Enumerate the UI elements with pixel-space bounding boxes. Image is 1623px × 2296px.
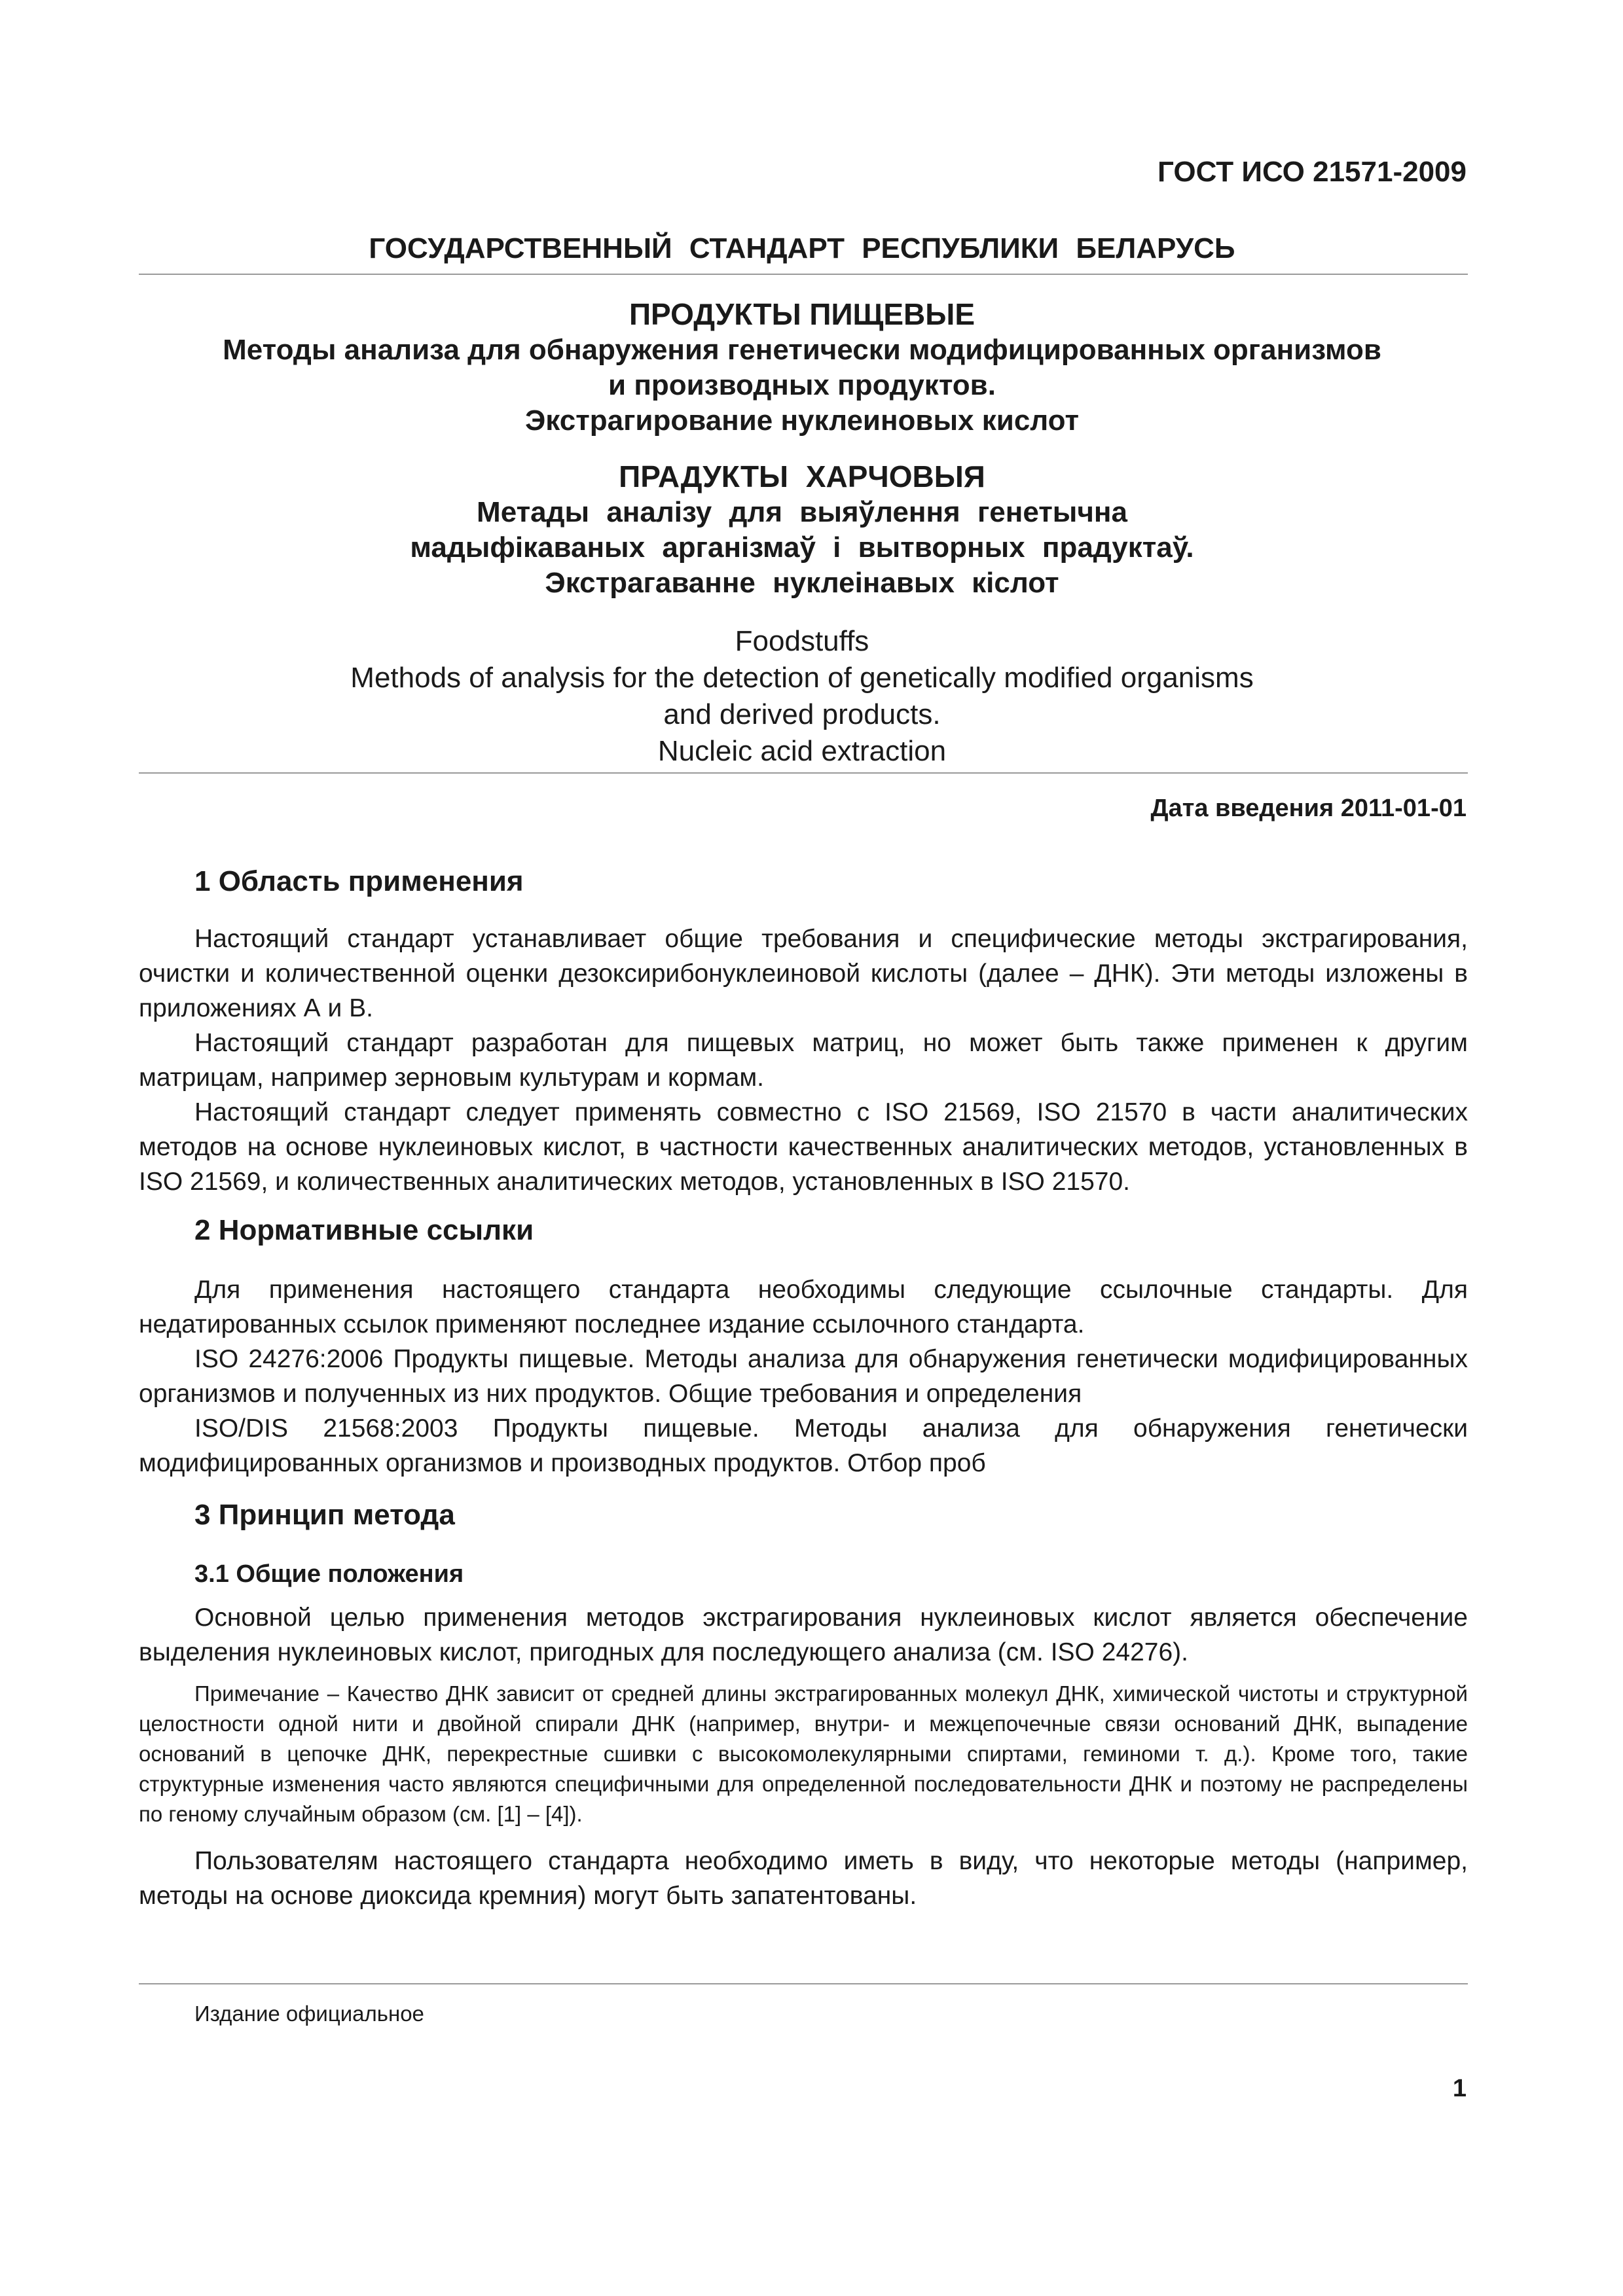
title-en-line: and derived products. [663,698,941,730]
reference-entry: ISO 24276:2006 Продукты пищевые. Методы анализа для обнаружения генетически модифицированных организмов и полученных из них продуктов. Общие требования и определения [139,1345,1468,1408]
title-by-line: мадыфікаваных арганізмаў і вытворных прадуктаў. [410,531,1194,564]
paragraph: Основной целью применения методов экстрагирования нуклеиновых кислот является обеспечение выделения нуклеиновых кислот, пригодных для последующего анализа (см. ISO 24276). [139,1604,1468,1666]
section-3-1-heading: 3.1 Общие положения [194,1560,464,1588]
title-by [137,458,1467,601]
document-number: ГОСТ ИСО 21571-2009 [1157,156,1467,188]
section-1-body [0,922,1623,1199]
title-by-line: Экстрагаванне нуклеінавых кіслот [545,567,1059,599]
title-ru-main: ПРОДУКТЫ ПИЩЕВЫЕ [629,297,975,331]
page-number: 1 [1452,2075,1467,2102]
note: Примечание – Качество ДНК зависит от средней длины экстрагированных молекул ДНК, химической чистоты и структурной целостности одной нити и двойной спирали ДНК (например, внутри- и межцепочечные связи оснований ДНК, выпадение оснований в цепочке ДНК, перекрестные сшивки с высокомолекулярными спиртами, геминоми т. д.). Кроме того, такие структурные изменения часто являются специфичными для определенной последовательности ДНК и поэтому не распределены по геному случайным образом (см. [1] – [4]). [139,1681,1468,1826]
official-edition-label: Издание официальное [194,2001,424,2026]
title-ru-line: Экстрагирование нуклеиновых кислот [524,404,1079,437]
divider [139,1983,1468,1984]
paragraph: Настоящий стандарт устанавливает общие требования и специфические методы экстрагирования, очистки и количественной оценки дезоксирибонуклеиновой кислоты (далее – ДНК). Эти методы изложены в приложениях А и В. [139,925,1468,1022]
title-ru-line: Методы анализа для обнаружения генетически модифицированных организмов [223,334,1381,366]
reference-entry: ISO/DIS 21568:2003 Продукты пищевые. Методы анализа для обнаружения генетически модифицированных организмов и производных продуктов. Отбор проб [139,1414,1468,1477]
section-3-body [0,1600,1623,1913]
title-en-line: Nucleic acid extraction [657,735,947,767]
section-3-heading: 3 Принцип метода [194,1499,455,1531]
paragraph: Настоящий стандарт разработан для пищевых матриц, но может быть также применен к другим матрицам, например зерновым культурам и кормам. [139,1029,1468,1092]
section-2-body [0,1272,1623,1480]
section-2-heading: 2 Нормативные ссылки [194,1214,534,1246]
divider [139,274,1468,275]
title-ru [137,296,1467,439]
divider [139,772,1468,774]
title-ru-line: и производных продуктов. [608,369,996,401]
paragraph: Пользователям настоящего стандарта необходимо иметь в виду, что некоторые методы (например, методы на основе диоксида кремния) могут быть запатентованы. [139,1847,1468,1910]
introduction-date: Дата введения 2011-01-01 [1150,795,1467,822]
paragraph: Для применения настоящего стандарта необходимы следующие ссылочные стандарты. Для недатированных ссылок применяют последнее издание ссылочного стандарта. [139,1276,1468,1338]
title-en-line: Methods of analysis for the detection of genetically modified organisms [350,662,1254,694]
title-by-main: ПРАДУКТЫ ХАРЧОВЫЯ [619,459,985,493]
section-1-heading: 1 Область применения [194,865,524,897]
state-standard-heading: ГОСУДАРСТВЕННЫЙ СТАНДАРТ РЕСПУБЛИКИ БЕЛАРУСЬ [369,232,1235,264]
title-by-line: Метады аналізу для выяўлення генетычна [477,496,1127,528]
paragraph: Настоящий стандарт следует применять совместно с ISO 21569, ISO 21570 в части аналитических методов на основе нуклеиновых кислот, в частности качественных аналитических методов, установленных в ISO 21569, и количественных аналитических методов, установленных в ISO 21570. [139,1098,1468,1196]
title-en-main: Foodstuffs [735,625,869,657]
title-en [137,623,1467,770]
